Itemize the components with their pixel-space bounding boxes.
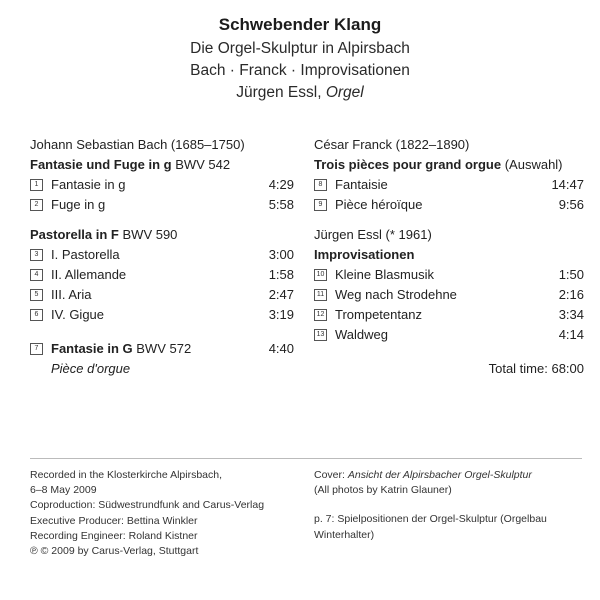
- track-number: 4: [30, 269, 43, 281]
- track-row: [314, 195, 584, 215]
- track-time: 9:56: [558, 197, 584, 212]
- track-row: [314, 325, 584, 345]
- work-name: Fantasie und Fuge in g: [30, 157, 172, 172]
- recording-credits: [30, 468, 300, 559]
- track-number: 9: [314, 199, 327, 211]
- track-time: 5:58: [268, 197, 294, 212]
- track-row: [314, 285, 584, 305]
- work-name: Fantasie in G: [51, 341, 133, 356]
- credit-line: Executive Producer: Bettina Winkler: [30, 514, 198, 527]
- track-number: 10: [314, 269, 327, 281]
- work-catalog: BWV 590: [122, 227, 178, 242]
- track-number: 2: [30, 199, 43, 211]
- track-time: 4:40: [268, 341, 294, 356]
- composer-franck: César Franck (1822–1890): [314, 137, 470, 152]
- page7-credit: p. 7: Spielpositionen der Orgel-Skulptur (Orgelbau: [314, 513, 547, 526]
- track-number: 12: [314, 309, 327, 321]
- performer-instrument: Orgel: [325, 84, 364, 101]
- track-name: I. Pastorella: [51, 247, 120, 262]
- copyright-line: ℗ © 2009 by Carus-Verlag, Stuttgart: [30, 545, 199, 558]
- cover-text: Ansicht der Alpirsbacher Orgel-Skulptur: [347, 469, 532, 481]
- album-header: [0, 12, 600, 104]
- work-title: [30, 225, 294, 245]
- work-name: Trois pièces pour grand orgue: [314, 157, 502, 172]
- track-name: Trompetentanz: [335, 307, 422, 322]
- footer-divider: [30, 458, 582, 459]
- track-time: 3:00: [268, 247, 294, 262]
- track-time: 4:29: [268, 177, 294, 192]
- credit-line: 6–8 May 2009: [30, 484, 97, 497]
- work-name: Improvisationen: [314, 247, 415, 262]
- album-title: Schwebender Klang: [218, 15, 382, 34]
- photo-credit: (All photos by Katrin Glauner): [314, 484, 452, 497]
- work-name: Pastorella in F: [30, 227, 119, 242]
- track-row: [314, 305, 584, 325]
- credit-line: Recording Engineer: Roland Kistner: [30, 529, 198, 542]
- track-row: [30, 265, 294, 285]
- track-number: 5: [30, 289, 43, 301]
- cover-label: Cover:: [314, 469, 345, 481]
- composer-bach: Johann Sebastian Bach (1685–1750): [30, 137, 245, 152]
- track-name: Fantasie in g: [51, 177, 126, 192]
- credit-line: Recorded in the Klosterkirche Alpirsbach,: [30, 469, 223, 481]
- image-credits: [314, 468, 582, 543]
- performer-name: Jürgen Essl: [236, 84, 318, 101]
- track-row: [314, 265, 584, 285]
- track-row: [30, 175, 294, 195]
- track-number: 8: [314, 179, 327, 191]
- track-name: Waldweg: [335, 327, 388, 342]
- total-time: Total time: 68:00: [488, 361, 584, 376]
- track-name: Weg nach Strodehne: [335, 287, 457, 302]
- track-time: 3:34: [558, 307, 584, 322]
- track-name: IV. Gigue: [51, 307, 105, 322]
- track-name: [51, 339, 191, 359]
- album-performer: Jürgen Essl, Orgel: [236, 84, 364, 101]
- track-row: [30, 195, 294, 215]
- track-time: 2:47: [268, 287, 294, 302]
- track-time: 1:50: [558, 267, 584, 282]
- track-number: 6: [30, 309, 43, 321]
- track-time: 2:16: [558, 287, 584, 302]
- work-subtitle: Pièce d'orgue: [51, 361, 131, 376]
- track-number: 11: [314, 289, 327, 301]
- work-catalog: BWV 572: [136, 341, 192, 356]
- track-row: [30, 339, 294, 359]
- track-row: [30, 285, 294, 305]
- work-title: [30, 155, 294, 175]
- work-title: [314, 155, 584, 175]
- track-number: 7: [30, 343, 43, 355]
- credit-line: Coproduction: Südwestrundfunk and Carus-Verlag: [30, 499, 265, 512]
- track-number: 1: [30, 179, 43, 191]
- composer-essl: Jürgen Essl (* 1961): [314, 227, 432, 242]
- track-name: Fuge in g: [51, 197, 106, 212]
- track-number: 3: [30, 249, 43, 261]
- track-name: III. Aria: [51, 287, 92, 302]
- track-number: 13: [314, 329, 327, 341]
- tracklist-left: [30, 135, 294, 379]
- track-name: Fantaisie: [335, 177, 388, 192]
- tracklist-right: [314, 135, 584, 379]
- track-time: 14:47: [551, 177, 584, 192]
- album-subtitle: Die Orgel-Skulptur in Alpirsbach: [190, 40, 410, 57]
- track-name: II. Allemande: [51, 267, 127, 282]
- track-time: 4:14: [558, 327, 584, 342]
- track-time: 3:19: [268, 307, 294, 322]
- track-time: 1:58: [268, 267, 294, 282]
- track-name: Kleine Blasmusik: [335, 267, 434, 282]
- work-catalog: BWV 542: [175, 157, 231, 172]
- track-name: Pièce héroïque: [335, 197, 423, 212]
- page7-credit-cont: Winterhalter): [314, 528, 375, 541]
- track-row: [314, 175, 584, 195]
- work-note: (Auswahl): [504, 157, 563, 172]
- track-row: [30, 245, 294, 265]
- album-composers: Bach · Franck · Improvisationen: [190, 62, 410, 79]
- work-title: [314, 245, 584, 265]
- track-row: [30, 305, 294, 325]
- cover-credit: [314, 468, 582, 483]
